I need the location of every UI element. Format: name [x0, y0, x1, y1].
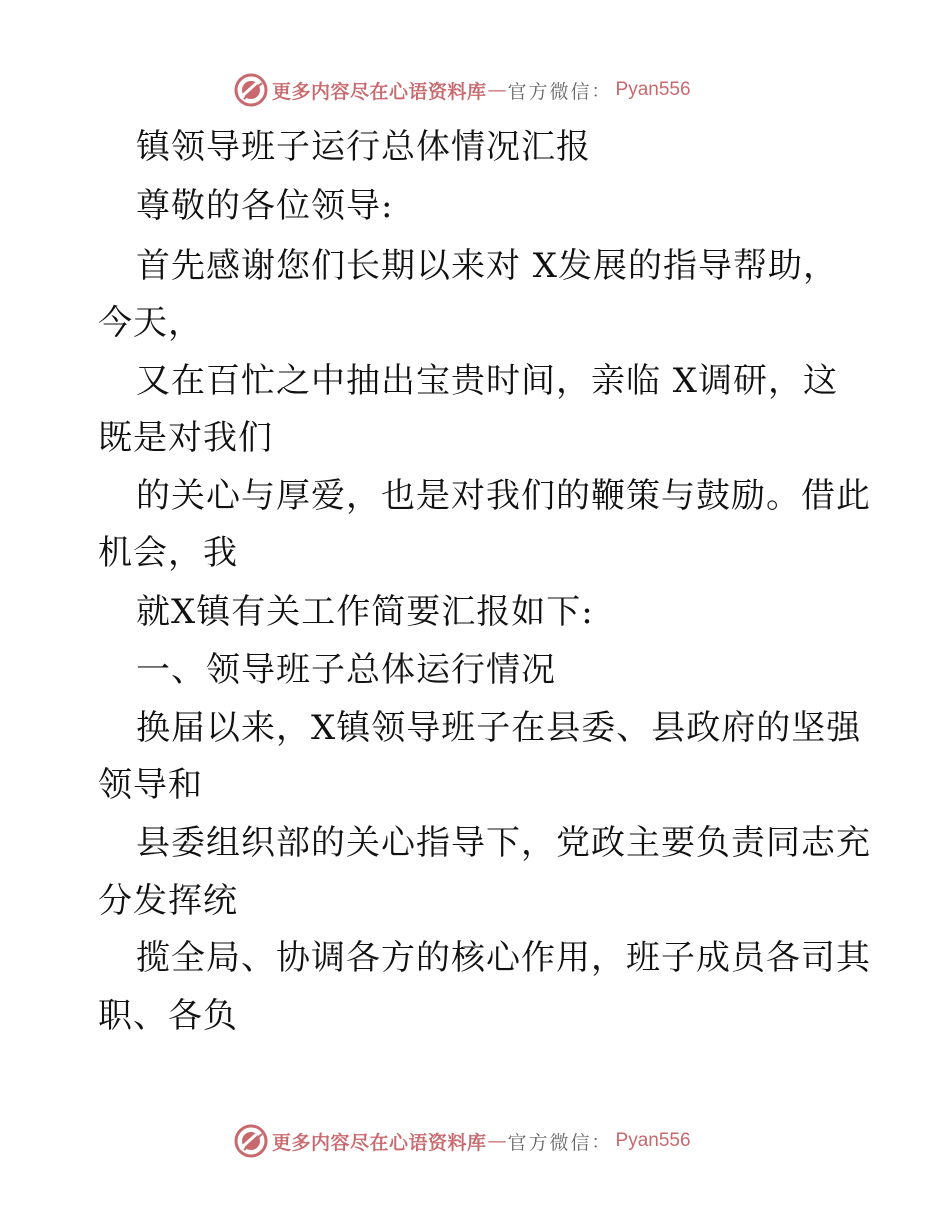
paragraph-line: 首先感谢您们长期以来对 X发展的指导帮助，: [136, 246, 839, 286]
watermark-colon: ：: [591, 81, 610, 102]
watermark-account-id: Pyan556: [615, 79, 691, 100]
red-seal-logo-icon: [234, 1124, 268, 1158]
watermark-separator: —: [487, 1130, 507, 1152]
section-heading: 一、领导班子总体运行情况: [136, 650, 556, 690]
paragraph-line: 机会，我: [98, 533, 238, 573]
header-watermark: [234, 70, 691, 110]
salutation: 尊敬的各位领导:: [136, 186, 394, 226]
paragraph-line: 既是对我们: [98, 418, 273, 458]
watermark-official-label: 官方微信: [507, 1131, 592, 1154]
paragraph-line: 今天，: [98, 303, 203, 343]
paragraph-line: 职、各负: [98, 996, 238, 1036]
document-title: 镇领导班子运行总体情况汇报: [136, 127, 591, 167]
watermark-separator: —: [487, 79, 507, 101]
red-seal-logo-icon: [234, 73, 268, 107]
watermark-account-id: Pyan556: [615, 1130, 691, 1151]
paragraph-line: 又在百忙之中抽出宝贵时间，亲临 X调研，这: [136, 361, 839, 401]
watermark-text: 更多内容尽在心语资料库: [272, 80, 487, 103]
footer-watermark: [234, 1121, 691, 1161]
paragraph-line: 分发挥统: [98, 881, 238, 921]
paragraph-line: 的关心与厚爱，也是对我们的鞭策与鼓励。借此: [136, 476, 871, 516]
paragraph-line: 县委组织部的关心指导下，党政主要负责同志充: [136, 823, 871, 863]
paragraph-line: 换届以来，X镇领导班子在县委、县政府的坚强: [136, 708, 862, 748]
paragraph-line: 就X镇有关工作简要汇报如下:: [136, 592, 594, 632]
watermark-colon: ：: [591, 1132, 610, 1153]
watermark-text: 更多内容尽在心语资料库: [272, 1131, 487, 1154]
paragraph-line: 领导和: [98, 765, 203, 805]
paragraph-line: 揽全局、协调各方的核心作用，班子成员各司其: [136, 938, 871, 978]
watermark-official-label: 官方微信: [507, 80, 592, 103]
